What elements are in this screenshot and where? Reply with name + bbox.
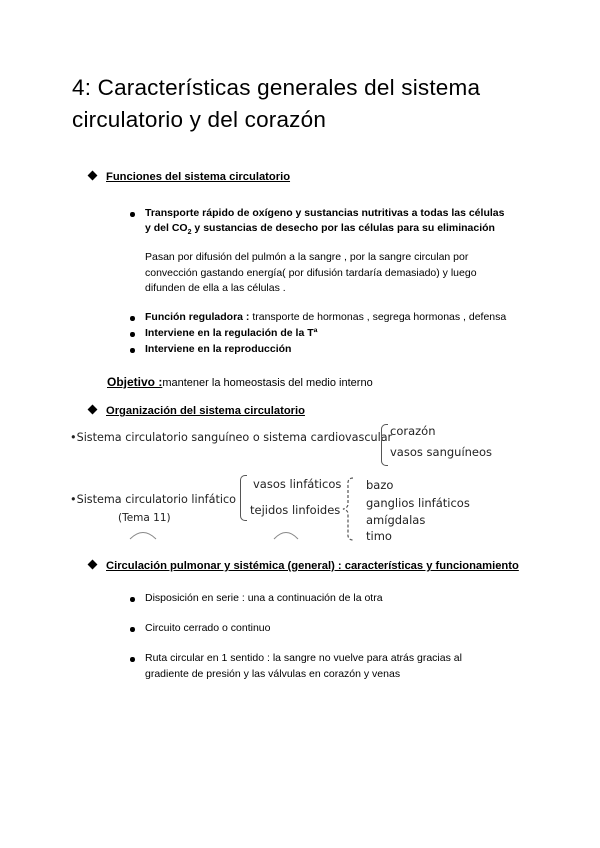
sistema-sanguineo-label: •Sistema circulatorio sanguíneo o sistema cardiovascular xyxy=(70,431,393,444)
co2-subscript: 2 xyxy=(187,229,192,237)
bullet-transporte-line2 xyxy=(145,221,495,240)
brace-sanguineo xyxy=(381,424,388,466)
objetivo-line xyxy=(107,375,373,391)
section-heading-text: Organización del sistema circulatorio xyxy=(106,405,305,417)
bullet-dot-icon xyxy=(130,627,135,632)
diamond-bullet-icon xyxy=(88,405,98,415)
brace-linfatico xyxy=(240,475,247,521)
funcion-reguladora-label: Función reguladora : xyxy=(145,311,250,323)
bullet-reproduccion: Interviene en la reproducción xyxy=(145,343,292,355)
bullet-dot-icon xyxy=(130,348,135,353)
bullet-circuito-cerrado: Circuito cerrado o continuo xyxy=(145,622,271,634)
co2-text: y del CO xyxy=(145,222,188,234)
organ-timo: timo xyxy=(366,529,392,543)
bullet-transporte-line1: Transporte rápido de oxígeno y sustancias nutritivas a todas las células xyxy=(145,207,505,219)
bullet-ruta-circular-line2: gradiente de presión y las válvulas en corazón y venas xyxy=(145,668,401,680)
bullet-ruta-circular-line1: Ruta circular en 1 sentido : la sangre no vuelve para atrás gracias al xyxy=(145,652,462,664)
item-corazon: corazón xyxy=(390,424,436,438)
organ-amigdalas: amígdalas xyxy=(366,513,426,527)
brace-organos xyxy=(341,476,357,542)
bullet-funcion-reguladora xyxy=(145,310,506,325)
item-vasos-sanguineos: vasos sanguíneos xyxy=(390,445,493,459)
sistema-linfatico-label: •Sistema circulatorio linfático xyxy=(70,493,236,506)
funcion-reguladora-text: transporte de hormonas , segrega hormonas , defensa xyxy=(249,311,507,323)
arc-sketch-left xyxy=(128,528,158,540)
diamond-bullet-icon xyxy=(88,560,98,570)
diamond-bullet-icon xyxy=(88,171,98,181)
bullet-dot-icon xyxy=(130,657,135,662)
arc-sketch-right xyxy=(272,528,300,540)
bullet-disposicion-serie: Disposición en serie : una a continuación de la otra xyxy=(145,592,383,604)
tema-11-note: (Tema 11) xyxy=(118,512,171,524)
bullet-dot-icon xyxy=(130,316,135,321)
item-tejidos-linfoides: tejidos linfoides xyxy=(250,503,341,517)
section-heading-text: Circulación pulmonar y sistémica (general) : características y funcionamiento xyxy=(106,560,519,572)
section-heading-organizacion xyxy=(89,405,305,417)
objetivo-label: Objetivo : xyxy=(107,375,163,389)
item-vasos-linfaticos: vasos linfáticos xyxy=(253,477,342,491)
organ-ganglios: ganglios linfáticos xyxy=(366,496,470,510)
bullet-dot-icon xyxy=(130,332,135,337)
section-heading-funciones xyxy=(89,171,290,183)
objetivo-text: mantener la homeostasis del medio interno xyxy=(162,377,373,389)
difusion-paragraph: Pasan por difusión del pulmón a la sangre , por la sangre circulan por convección gastando energía( por difusión tardaría demasiado) y luego difunden de ella a las células . xyxy=(145,251,477,294)
organ-bazo: bazo xyxy=(366,478,394,492)
bullet-regulacion-temperatura: Interviene en la regulación de la Tª xyxy=(145,327,318,339)
bullet-dot-icon xyxy=(130,597,135,602)
bullet-dot-icon xyxy=(130,212,135,217)
line2-rest: y sustancias de desecho por las células para su eliminación xyxy=(191,222,495,234)
page-title: 4: Características generales del sistema circulatorio y del corazón xyxy=(72,75,481,132)
section-heading-circulacion xyxy=(89,560,519,572)
section-heading-text: Funciones del sistema circulatorio xyxy=(106,171,291,183)
